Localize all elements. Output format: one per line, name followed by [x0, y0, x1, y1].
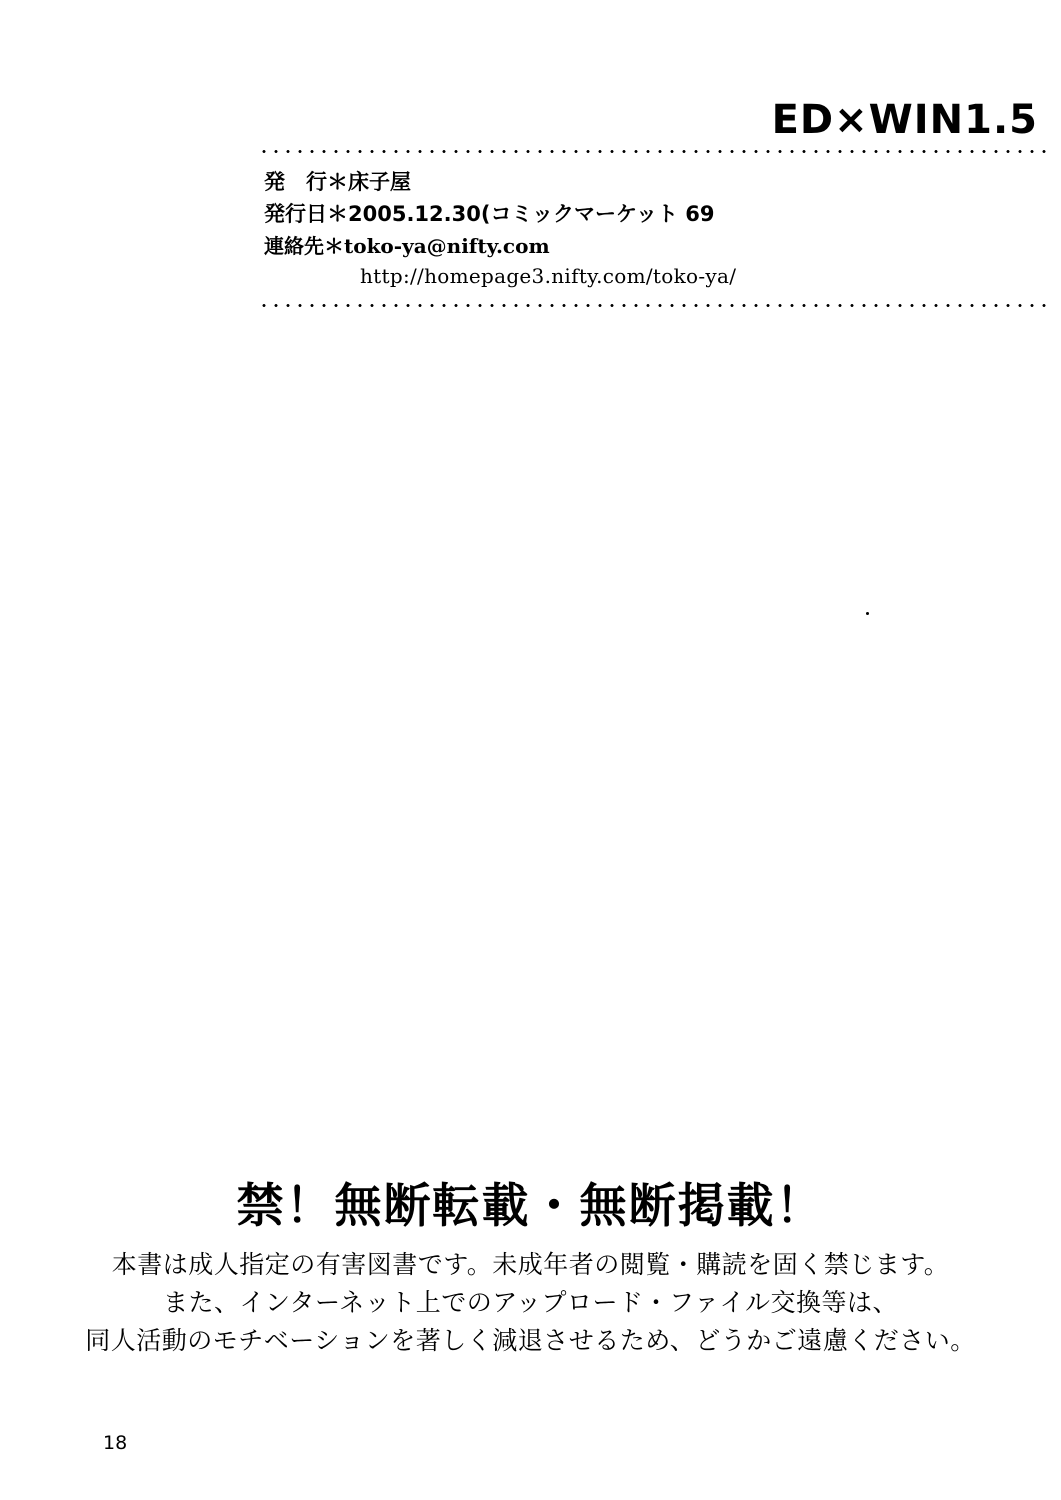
colophon-publisher: 発 行＊床子屋 [264, 170, 411, 194]
page-title: ED×WIN1.5 [771, 97, 1038, 143]
notice-line-1: 本書は成人指定の有害図書です。未成年者の閲覧・購読を固く禁じます。 [111, 1250, 950, 1280]
notice-heading: 禁！無断転載・無断掲載！ [236, 1179, 825, 1234]
notice-line-3: 同人活動のモチベーションを著しく減退させるため、どうかご遠慮ください。 [85, 1326, 976, 1356]
dotted-rule-bottom [258, 304, 1048, 307]
colophon-date: 発行日＊2005.12.30(コミックマーケット 69 [264, 201, 715, 226]
colophon-url[interactable]: http://homepage3.nifty.com/toko-ya/ [360, 264, 737, 289]
colophon-lines [258, 153, 1048, 304]
notice-block [0, 1180, 1061, 1360]
stray-ink-dot [866, 612, 869, 615]
colophon-contact: 連絡先＊toko-ya@nifty.com [264, 233, 550, 258]
notice-line-2: また、インターネット上でのアップロード・ファイル交換等は、 [162, 1288, 898, 1318]
colophon-block [258, 97, 1048, 307]
page-number: 18 [103, 1432, 128, 1454]
